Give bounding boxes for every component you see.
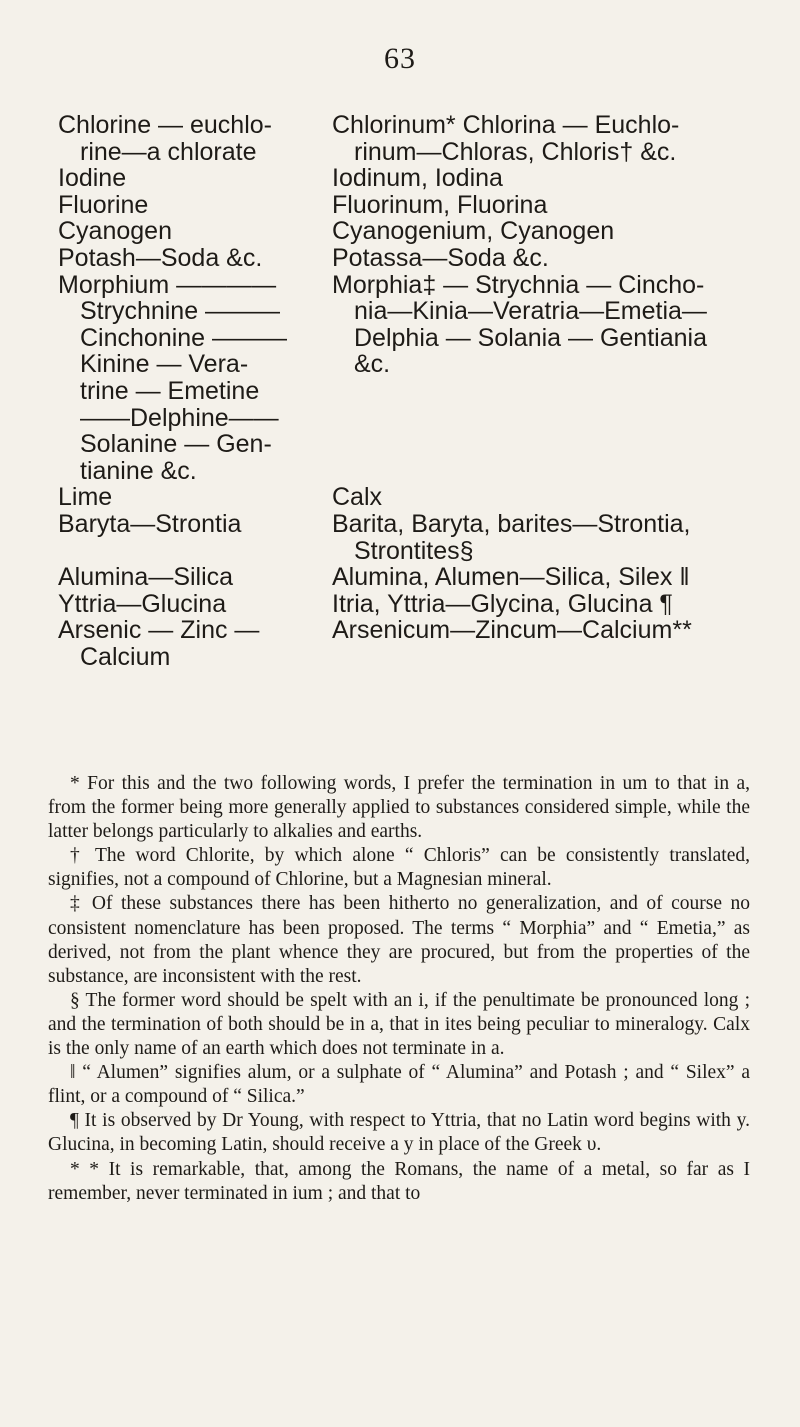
latin-term: Fluorinum, Fluorina — [332, 190, 548, 219]
english-term: Alumina—Silica — [58, 563, 234, 592]
english-term: rine—a chlorate — [80, 137, 257, 166]
footnote: * * It is remarkable, that, among the Romans, the name of a metal, so far as I remember, never terminated in ium ; and that to — [48, 1158, 750, 1204]
english-term: Potash—Soda &c. — [58, 243, 263, 272]
latin-term: nia—Kinia—Veratria—Emetia— — [354, 297, 707, 326]
latin-term: Arsenicum—Zincum—Calcium** — [332, 616, 692, 645]
latin-term: Alumina, Alumen—Silica, Silex ‖ — [332, 563, 690, 592]
english-term: ——Delphine—— — [80, 403, 279, 432]
english-term: Calcium — [80, 642, 171, 671]
footnote: † The word Chlorite, by which alone “ Chloris” can be consistently translated, signifies, not a compound of Chlorine, but a Magnesian mineral. — [48, 845, 750, 891]
latin-term: Calx — [332, 483, 383, 512]
english-term: Cinchonine ——— — [80, 323, 288, 352]
english-term: Solanine — Gen- — [80, 430, 272, 459]
english-term: Cyanogen — [58, 217, 172, 246]
english-term: Morphium ———— — [58, 270, 277, 299]
latin-term: Barita, Baryta, barites—Strontia, — [332, 509, 691, 538]
latin-term: Iodinum, Iodina — [332, 164, 503, 193]
english-term: Arsenic — Zinc — — [58, 616, 260, 645]
latin-term: Cyanogenium, Cyanogen — [332, 217, 615, 246]
footnotes — [48, 772, 750, 1206]
spacer — [58, 538, 328, 565]
footnote: ‡ Of these substances there has been hitherto no generalization, and of course no consistent nomenclature has been proposed. The terms “ Morphia” and “ Emetia,” as derived, not from the plant whence they are procured, but from the properties of the substance, are inconsistent with the rest. — [48, 893, 750, 987]
english-term: Strychnine ——— — [80, 297, 281, 326]
english-terms-column — [58, 112, 328, 670]
latin-term: Itria, Yttria—Glycina, Glucina ¶ — [332, 589, 673, 618]
footnote: § The former word should be spelt with an i, if the penultimate be pronounced long ; and the termination of both should be in a, that in ites being peculiar to mineralogy. Calx is the only name of an earth which does not terminate in a. — [48, 989, 750, 1060]
english-term: Lime — [58, 483, 113, 512]
english-term: Yttria—Glucina — [58, 589, 227, 618]
footnote: ¶ It is observed by Dr Young, with respect to Yttria, that no Latin word begins with y. Glucina, in becoming Latin, should receive a y in place of the Greek υ. — [48, 1110, 750, 1156]
english-term: Kinine — Vera- — [80, 350, 249, 379]
english-term: Iodine — [58, 164, 127, 193]
spacer — [332, 431, 772, 458]
spacer — [332, 458, 772, 485]
english-term: trine — Emetine — [80, 376, 260, 405]
latin-term: Morphia‡ — Strychnia — Cincho- — [332, 270, 705, 299]
latin-term: &c. — [354, 350, 391, 379]
latin-terms-column — [332, 112, 772, 644]
spacer — [332, 378, 772, 405]
english-term: Chlorine — euchlo- — [58, 111, 272, 139]
english-term: Fluorine — [58, 190, 149, 219]
latin-term: Chlorinum* Chlorina — Euchlo- — [332, 111, 680, 139]
footnote: ‖ “ Alumen” signifies alum, or a sulphate of “ Alumina” and Potash ; and “ Silex” a flint, or a compound of “ Silica.” — [48, 1062, 750, 1108]
english-term: Baryta—Strontia — [58, 509, 242, 538]
spacer — [332, 405, 772, 432]
latin-term: Potassa—Soda &c. — [332, 243, 549, 272]
latin-term: rinum—Chloras, Chloris† &c. — [354, 137, 677, 166]
english-term: tianine &c. — [80, 456, 197, 485]
latin-term: Strontites§ — [354, 536, 474, 565]
latin-term: Delphia — Solania — Gentiania — [354, 323, 707, 352]
page-number: 63 — [384, 42, 416, 75]
footnote: * For this and the two following words, I prefer the termination in um to that in a, from the former being more generally applied to substances considered simple, while the latter belongs particularly to alkalies and earths. — [48, 773, 750, 843]
